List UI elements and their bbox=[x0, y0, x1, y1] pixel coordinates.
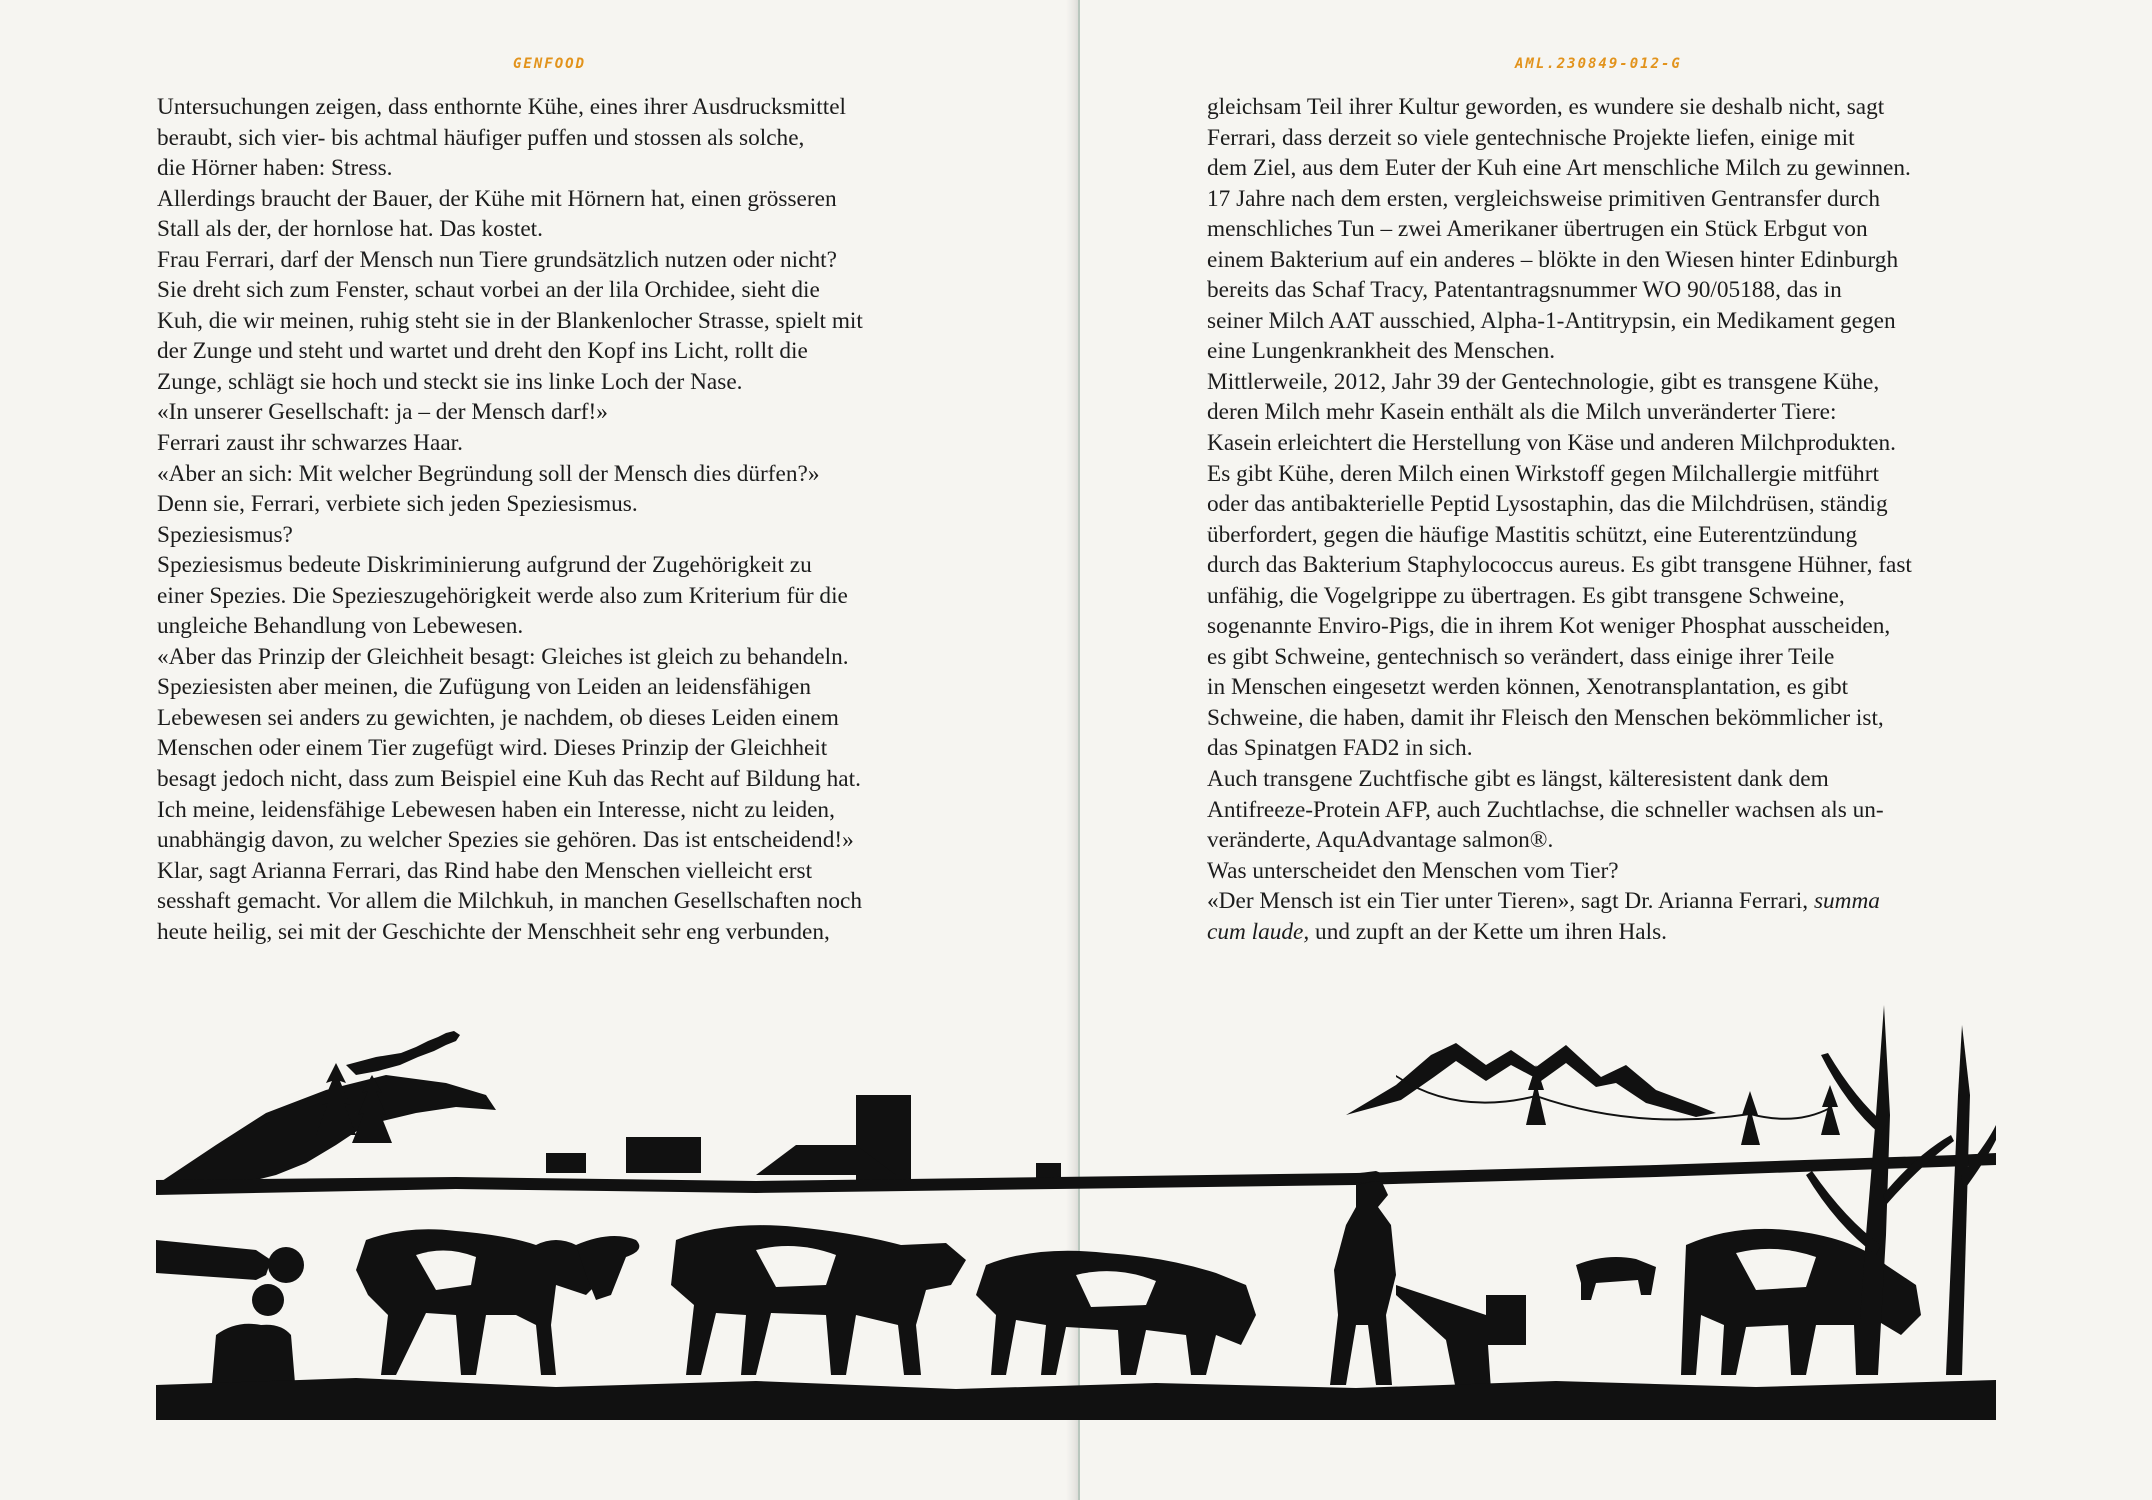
sheep-silhouette-icon bbox=[1576, 1257, 1656, 1300]
text-line: «Aber das Prinzip der Gleichheit besagt: Gleiches ist gleich zu behandeln. bbox=[157, 643, 849, 670]
text-line: einem Bakterium auf ein anderes – blökte in den Wiesen hinter Edinburgh bbox=[1207, 246, 1899, 273]
log-end bbox=[268, 1247, 304, 1283]
text-line: Lebewesen sei anders zu gewichten, je nachdem, ob dieses Leiden einem bbox=[157, 704, 839, 731]
text-line: 17 Jahre nach dem ersten, vergleichsweise primitiven Gentransfer durch bbox=[1207, 185, 1880, 212]
text-line: der Zunge und steht und wartet und dreht den Kopf ins Licht, rollt die bbox=[157, 338, 808, 365]
text-line: Antifreeze-Protein AFP, auch Zuchtlachse, die schneller wachsen als un- bbox=[1207, 796, 1884, 823]
text-line: Speziesisten aber meinen, die Zufügung von Leiden an leidensfähigen bbox=[157, 674, 812, 701]
text-line: das Spinatgen FAD2 in sich. bbox=[1207, 735, 1473, 762]
text-line: Ferrari zaust ihr schwarzes Haar. bbox=[157, 430, 463, 457]
text-line: in Menschen eingesetzt werden können, Xenotransplantation, es gibt bbox=[1207, 674, 1849, 701]
cow-silhouette-icon bbox=[671, 1225, 966, 1375]
cow-silhouette-icon bbox=[976, 1251, 1256, 1375]
log-pile-icon bbox=[156, 1240, 271, 1280]
text-line: heute heilig, sei mit der Geschichte der Menschheit sehr eng verbunden, bbox=[157, 918, 830, 945]
truck-icon bbox=[626, 1137, 701, 1173]
text-line: eine Lungenkrankheit des Menschen. bbox=[1207, 338, 1556, 365]
text-line: Was unterscheidet den Menschen vom Tier? bbox=[1207, 857, 1619, 884]
text-line: Ich meine, leidensfähige Lebewesen haben ein Interesse, nicht zu leiden, bbox=[157, 796, 835, 823]
text-line: Klar, sagt Arianna Ferrari, das Rind habe den Menschen vielleicht erst bbox=[157, 857, 813, 884]
text-line: ungleiche Behandlung von Lebewesen. bbox=[157, 613, 524, 640]
ground-strip bbox=[156, 1378, 1996, 1420]
text-line: «Aber an sich: Mit welcher Begründung soll der Mensch dies dürfen?» bbox=[157, 460, 820, 487]
text-line: Kuh, die wir meinen, ruhig steht sie in der Blankenlocher Strasse, spielt mit bbox=[157, 307, 863, 334]
quote-end-text: und zupft an der Kette um ihren Hals. bbox=[1309, 918, 1667, 945]
field-band bbox=[156, 1153, 1996, 1195]
plough-icon bbox=[1396, 1285, 1491, 1390]
running-head-right: AML.230849-012-G bbox=[1515, 56, 1682, 72]
text-line: überfordert, gegen die häufige Mastitis schützt, eine Euterentzündung bbox=[1207, 521, 1858, 548]
italic-cum-laude: cum laude, bbox=[1207, 918, 1310, 945]
text-line: seiner Milch AAT ausschied, Alpha-1-Antitrypsin, ein Medikament gegen bbox=[1207, 307, 1896, 334]
text-line: Ferrari, dass derzeit so viele gentechnische Projekte liefen, einige mit bbox=[1207, 124, 1855, 151]
italic-summa: summa bbox=[1813, 888, 1880, 915]
text-line: unabhängig davon, zu welcher Spezies sie gehören. Das ist entscheidend!» bbox=[157, 827, 854, 854]
left-text-column bbox=[157, 92, 1027, 947]
text-line: dem Ziel, aus dem Euter der Kuh eine Art menschliche Milch zu gewinnen. bbox=[1207, 155, 1911, 182]
text-line: durch das Bakterium Staphylococcus aureus. Es gibt transgene Hühner, fast bbox=[1207, 552, 1912, 579]
running-head-left: GENFOOD bbox=[513, 56, 587, 72]
text-line: Stall als der, der hornlose hat. Das kostet. bbox=[157, 216, 543, 243]
text-line-quote-end bbox=[1207, 917, 2107, 948]
corn-leaf bbox=[1883, 1135, 1954, 1205]
text-line: Denn sie, Ferrari, verbiete sich jeden Speziesismus. bbox=[157, 491, 638, 518]
text-line: es gibt Schweine, gentechnisch so verändert, dass einige ihrer Teile bbox=[1207, 643, 1835, 670]
text-line: Kasein erleichtert die Herstellung von Käse und anderen Milchprodukten. bbox=[1207, 430, 1896, 457]
text-line: gleichsam Teil ihrer Kultur geworden, es wundere sie deshalb nicht, sagt bbox=[1207, 94, 1885, 120]
papercut-farm-illustration bbox=[156, 995, 1996, 1420]
text-line: die Hörner haben: Stress. bbox=[157, 155, 393, 182]
text-line: bereits das Schaf Tracy, Patentantragsnummer WO 90/05188, das in bbox=[1207, 277, 1842, 304]
quote-text: «Der Mensch ist ein Tier unter Tieren», sagt Dr. Arianna Ferrari, bbox=[1207, 888, 1814, 915]
power-pylon-icon bbox=[1741, 1091, 1760, 1145]
farmer-silhouette-icon bbox=[1330, 1180, 1396, 1385]
text-line: sogenannte Enviro-Pigs, die in ihrem Kot weniger Phosphat ausscheiden, bbox=[1207, 613, 1891, 640]
text-line: sesshaft gemacht. Vor allem die Milchkuh, in manchen Gesellschaften noch bbox=[157, 888, 862, 915]
text-line: Auch transgene Zuchtfische gibt es längst, kälteresistent dank dem bbox=[1207, 766, 1829, 793]
hill-ridge-trees bbox=[346, 1031, 460, 1075]
text-line: oder das antibakterielle Peptid Lysostaphin, das die Milchdrüsen, ständig bbox=[1207, 491, 1888, 518]
text-line: deren Milch mehr Kasein enthält als die Milch unveränderter Tiere: bbox=[1207, 399, 1837, 426]
text-line: Menschen oder einem Tier zugefügt wird. Dieses Prinzip der Gleichheit bbox=[157, 735, 828, 762]
tractor-icon bbox=[546, 1153, 586, 1173]
right-text-column bbox=[1207, 92, 2107, 947]
text-line: Mittlerweile, 2012, Jahr 39 der Gentechnologie, gibt es transgene Kühe, bbox=[1207, 368, 1880, 395]
text-line: veränderte, AquAdvantage salmon®. bbox=[1207, 827, 1554, 854]
text-line: Sie dreht sich zum Fenster, schaut vorbei an der lila Orchidee, sieht die bbox=[157, 277, 820, 304]
text-line: Allerdings braucht der Bauer, der Kühe mit Hörnern hat, einen grösseren bbox=[157, 185, 837, 212]
log-end bbox=[252, 1284, 284, 1316]
text-line: menschliches Tun – zwei Amerikaner übertrugen ein Stück Erbgut von bbox=[1207, 216, 1868, 243]
corn-stalk-icon bbox=[1946, 1025, 1970, 1375]
text-line: Es gibt Kühe, deren Milch einen Wirkstoff gegen Milchallergie mitführt bbox=[1207, 460, 1879, 487]
plough-box-icon bbox=[1486, 1295, 1526, 1345]
text-line: Schweine, die haben, damit ihr Fleisch den Menschen bekömmlicher ist, bbox=[1207, 704, 1884, 731]
text-line-quote bbox=[1207, 886, 2107, 917]
text-line: «In unserer Gesellschaft: ja – der Mensch darf!» bbox=[157, 399, 608, 426]
text-line: einer Spezies. Die Spezieszugehörigkeit werde also zum Kriterium für die bbox=[157, 582, 848, 609]
cow-silhouette-icon bbox=[356, 1229, 606, 1375]
text-line: Speziesismus bedeute Diskriminierung aufgrund der Zugehörigkeit zu bbox=[157, 552, 812, 579]
text-line: beraubt, sich vier- bis achtmal häufiger puffen und stossen als solche, bbox=[157, 124, 805, 151]
text-line: unfähig, die Vogelgrippe zu übertragen. Es gibt transgene Schweine, bbox=[1207, 582, 1845, 609]
text-line: besagt jedoch nicht, dass zum Beispiel eine Kuh das Recht auf Bildung hat. bbox=[157, 766, 861, 793]
text-line: Zunge, schlägt sie hoch und steckt sie ins linke Loch der Nase. bbox=[157, 368, 743, 395]
text-line: Frau Ferrari, darf der Mensch nun Tiere grundsätzlich nutzen oder nicht? bbox=[157, 246, 837, 273]
text-line: Untersuchungen zeigen, dass enthornte Kühe, eines ihrer Ausdrucksmittel bbox=[157, 94, 847, 120]
text-line: Speziesismus? bbox=[157, 521, 293, 548]
